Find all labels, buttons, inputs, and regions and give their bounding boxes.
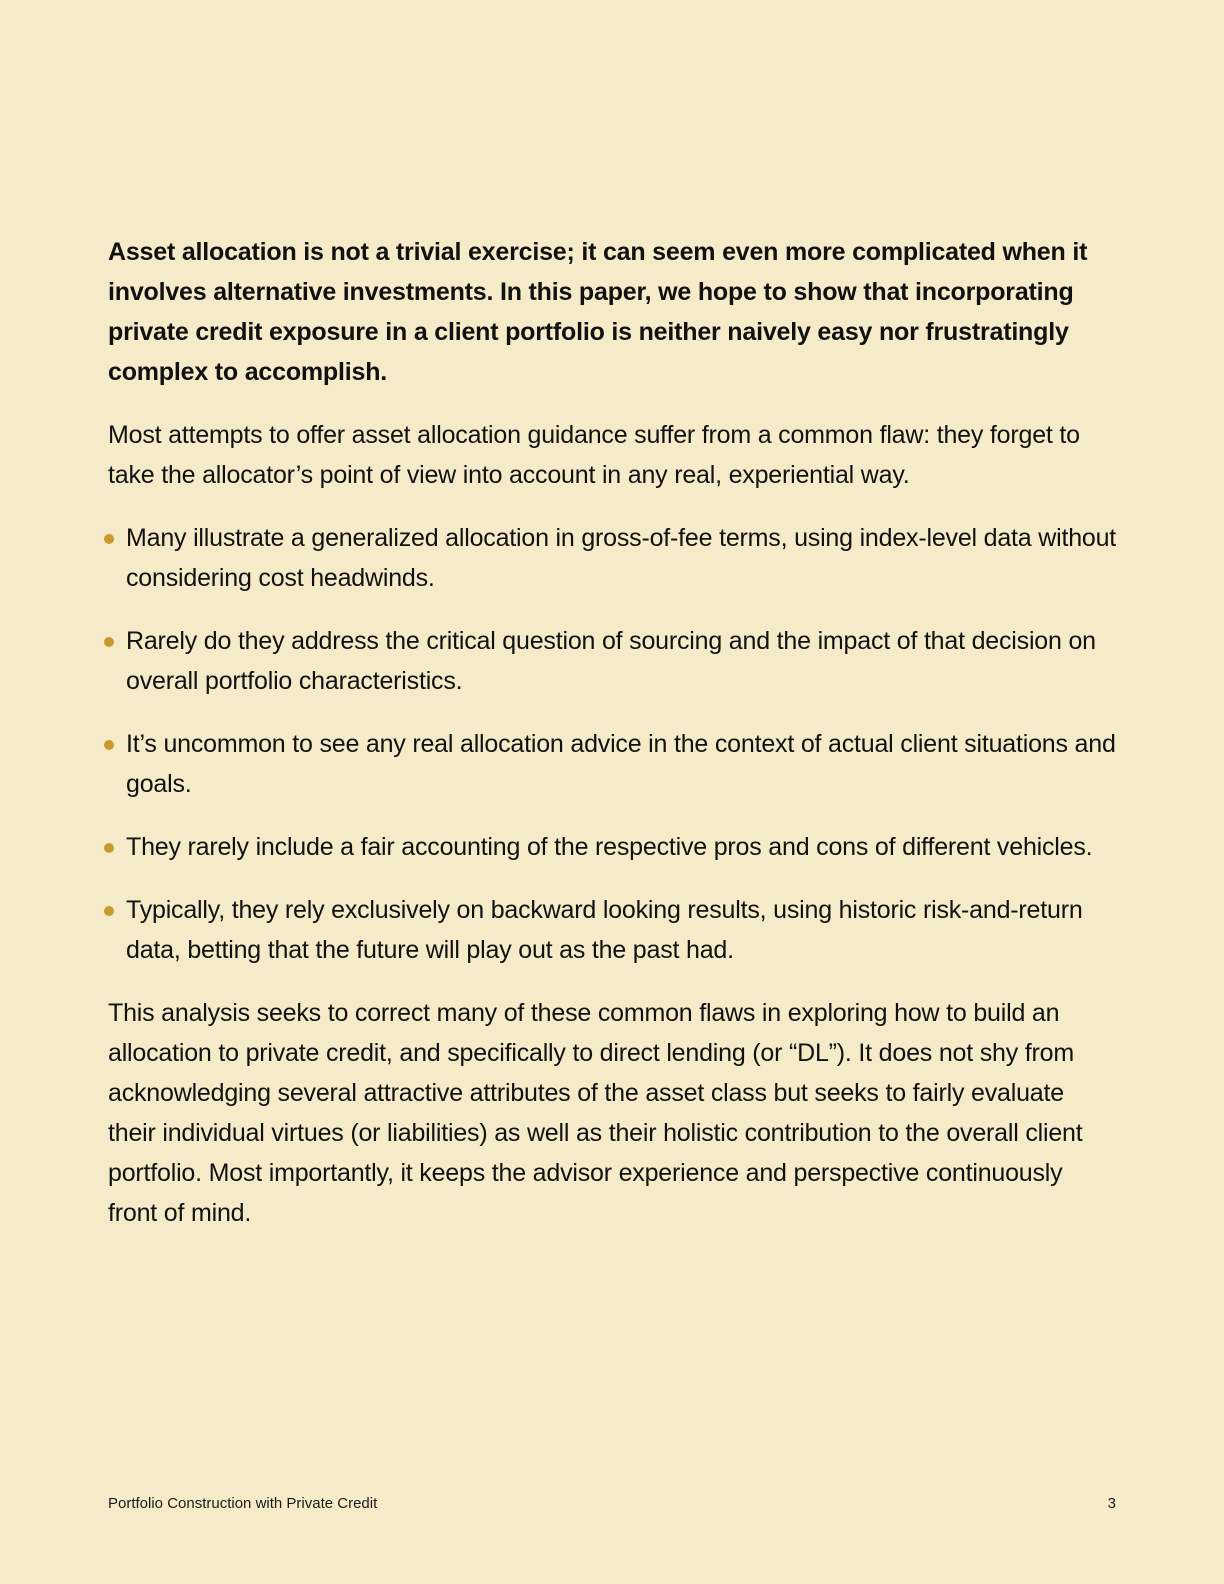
- bullet-dot-icon: [104, 740, 114, 750]
- list-item: [108, 621, 1118, 701]
- footer-title: Portfolio Construction with Private Credit: [108, 1495, 378, 1512]
- bullet-dot-icon: [104, 534, 114, 544]
- page-number: 3: [1107, 1495, 1116, 1512]
- list-item-text: Many illustrate a generalized allocation in gross-of-fee terms, using index-level data without considering cost headwinds.: [126, 524, 1117, 592]
- list-item: [108, 827, 1118, 867]
- bullet-dot-icon: [104, 906, 114, 916]
- bullet-dot-icon: [104, 637, 114, 647]
- list-item-text: They rarely include a fair accounting of the respective pros and cons of different vehicles.: [126, 833, 1093, 861]
- list-item: [108, 724, 1118, 804]
- lead-paragraph: Asset allocation is not a trivial exercise; it can seem even more complicated when it involves alternative investments. In this paper, we hope to show that incorporating private credit exposure in a client portfolio is neither naively easy nor frustratingly complex to accomplish.: [108, 238, 1088, 386]
- intro-paragraph: Most attempts to offer asset allocation guidance suffer from a common flaw: they forget to take the allocator’s point of view into account in any real, experiential way.: [108, 421, 1080, 489]
- list-item-text: It’s uncommon to see any real allocation advice in the context of actual client situations and goals.: [126, 730, 1116, 798]
- list-item-text: Rarely do they address the critical question of sourcing and the impact of that decision on overall portfolio characteristics.: [126, 627, 1096, 695]
- flaws-list: [108, 518, 1118, 970]
- bullet-dot-icon: [104, 843, 114, 853]
- closing-paragraph: This analysis seeks to correct many of these common flaws in exploring how to build an allocation to private credit, and specifically to direct lending (or “DL”). It does not shy from acknowledging several attractive attributes of the asset class but seeks to fairly evaluate their individual virtues (or liabilities) as well as their holistic contribution to the overall client portfolio. Most importantly, it keeps the advisor experience and perspective continuously front of mind.: [108, 999, 1083, 1227]
- list-item: [108, 518, 1118, 598]
- page-body: [108, 232, 1118, 1233]
- list-item: [108, 890, 1118, 970]
- page-footer: [108, 1494, 1116, 1514]
- list-item-text: Typically, they rely exclusively on backward looking results, using historic risk-and-return data, betting that the future will play out as the past had.: [126, 896, 1083, 964]
